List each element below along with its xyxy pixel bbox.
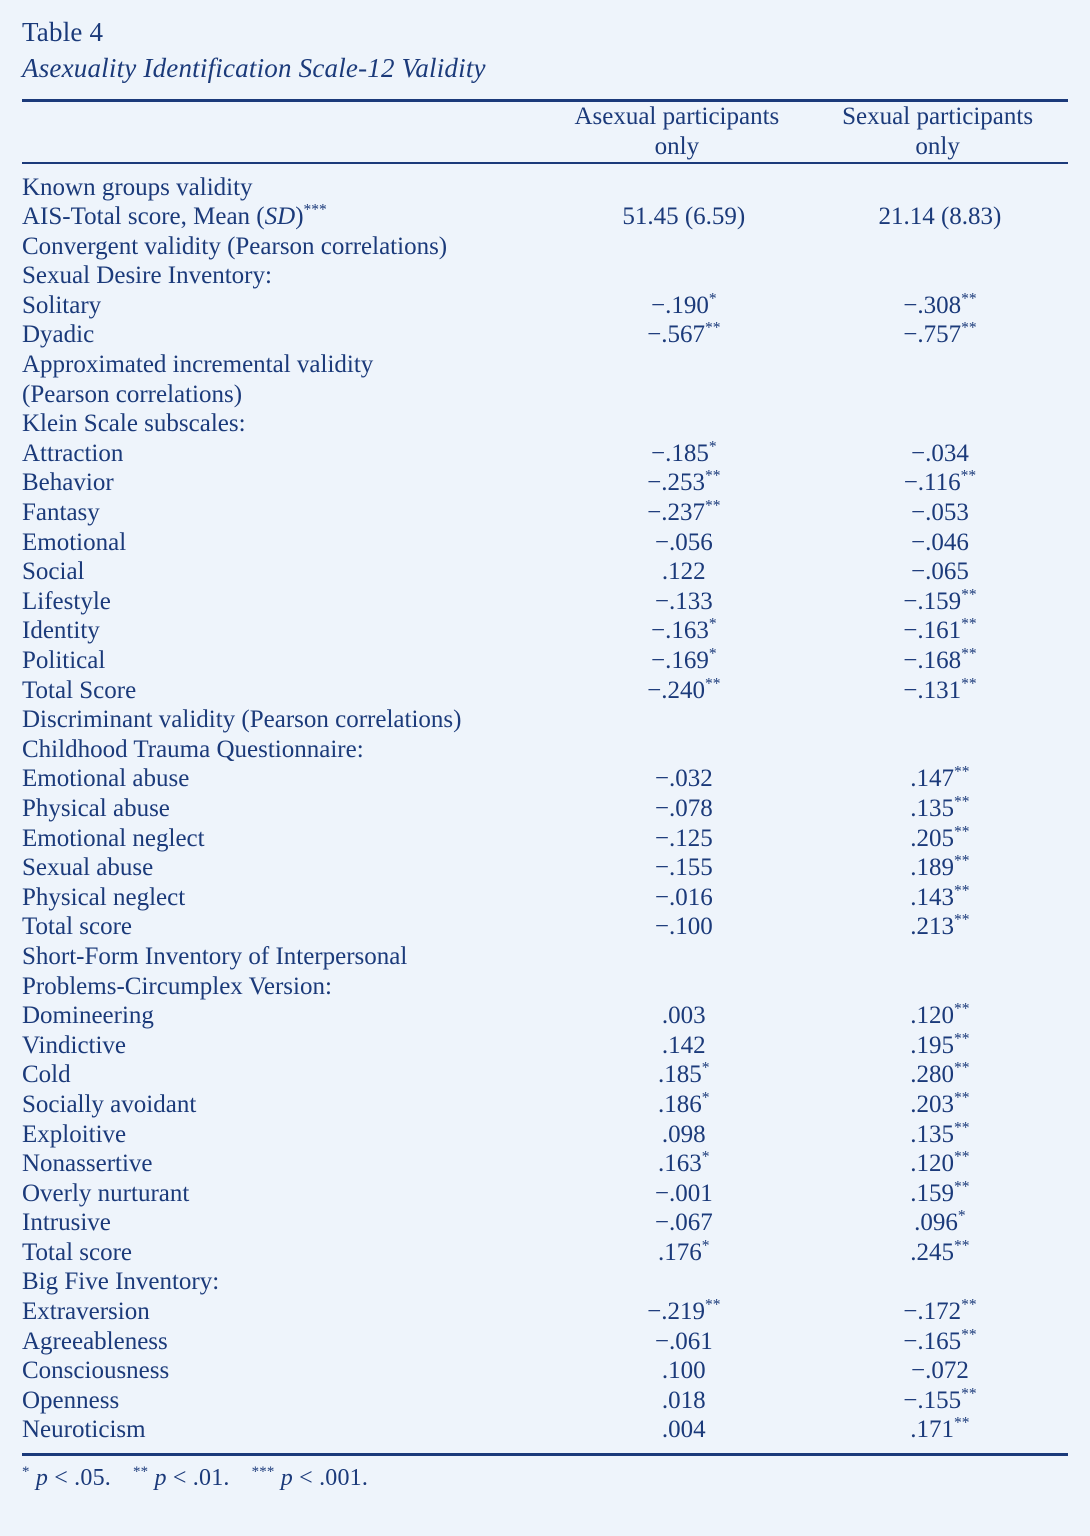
value-asexual: −.567** bbox=[647, 320, 721, 349]
value-sexual: .159** bbox=[910, 1178, 970, 1207]
validity-table-body bbox=[22, 164, 1068, 1446]
table-row bbox=[22, 1208, 1068, 1238]
row-label: Known groups validity bbox=[22, 173, 253, 201]
row-label: Agreeableness bbox=[22, 1327, 168, 1355]
value-asexual: −.032 bbox=[654, 765, 713, 793]
value-sexual bbox=[812, 942, 1068, 972]
value-asexual: −.125 bbox=[654, 824, 713, 852]
table-row bbox=[22, 1149, 1068, 1179]
value-sexual: .280** bbox=[910, 1059, 970, 1089]
table-row bbox=[22, 498, 1068, 528]
value-sexual bbox=[812, 705, 1068, 735]
row-label: Overly nurturant bbox=[22, 1179, 190, 1207]
value-sexual: −.065 bbox=[910, 558, 969, 586]
value-sexual: −.072 bbox=[910, 1357, 969, 1385]
value-asexual bbox=[556, 735, 812, 765]
value-asexual: −.237** bbox=[647, 497, 721, 527]
value-sexual bbox=[812, 1267, 1068, 1297]
table-row bbox=[22, 1356, 1068, 1386]
value-asexual: .176* bbox=[658, 1237, 710, 1266]
value-asexual bbox=[556, 380, 812, 410]
value-sexual: −.034 bbox=[910, 439, 969, 467]
row-label: Sexual Desire Inventory: bbox=[22, 262, 272, 290]
value-sexual: .120** bbox=[910, 1148, 970, 1178]
value-asexual: .122 bbox=[661, 558, 706, 586]
table-row bbox=[22, 1415, 1068, 1445]
value-asexual: −.078 bbox=[654, 794, 713, 822]
table-row bbox=[22, 587, 1068, 617]
table-row bbox=[22, 439, 1068, 469]
row-label: Extraversion bbox=[22, 1298, 150, 1326]
table-footnote: * p < .05. ** p < .01. *** p < .001. bbox=[22, 1464, 369, 1492]
value-asexual: .003 bbox=[661, 1002, 706, 1030]
value-asexual: −.185* bbox=[650, 438, 717, 467]
table-row bbox=[22, 1267, 1068, 1297]
row-label: Physical neglect bbox=[22, 883, 186, 911]
table-body bbox=[22, 164, 1068, 1446]
value-asexual: 51.45 (6.59) bbox=[622, 203, 746, 231]
column-header-row-label bbox=[22, 102, 547, 162]
row-label: Political bbox=[22, 647, 106, 674]
value-asexual: −.219** bbox=[647, 1296, 721, 1326]
row-label: Total Score bbox=[22, 676, 137, 704]
value-sexual bbox=[812, 164, 1068, 203]
value-sexual: .143** bbox=[910, 882, 970, 911]
row-label: Problems-Circumplex Version: bbox=[22, 972, 332, 1000]
value-asexual: −.061 bbox=[654, 1327, 713, 1355]
row-label: Short-Form Inventory of Interpersonal bbox=[22, 942, 408, 970]
row-label: Lifestyle bbox=[22, 587, 111, 615]
table-row bbox=[22, 794, 1068, 824]
value-asexual bbox=[556, 705, 812, 735]
table-row bbox=[22, 164, 1068, 203]
header-row bbox=[22, 102, 1068, 162]
row-label: AIS-Total score, Mean (SD)*** bbox=[22, 201, 327, 231]
column-header-sexual-line1: Sexual participants bbox=[842, 102, 1034, 130]
row-label: Consciousness bbox=[22, 1357, 170, 1385]
value-asexual: .004 bbox=[661, 1416, 706, 1444]
table-row bbox=[22, 972, 1068, 1002]
value-sexual: −.165** bbox=[903, 1326, 977, 1355]
row-label: Nonassertive bbox=[22, 1150, 153, 1178]
table-title: Asexuality Identification Scale-12 Validity bbox=[22, 52, 486, 83]
table-row bbox=[22, 705, 1068, 735]
row-label: Identity bbox=[22, 617, 100, 645]
value-asexual: −.016 bbox=[654, 883, 713, 911]
row-label: Childhood Trauma Questionnaire: bbox=[22, 735, 364, 763]
row-label: Solitary bbox=[22, 291, 102, 319]
row-label: Behavior bbox=[22, 469, 114, 497]
value-asexual: .163* bbox=[658, 1148, 710, 1178]
table-row bbox=[22, 409, 1068, 439]
row-label: Total score bbox=[22, 913, 133, 941]
table-row bbox=[22, 735, 1068, 765]
row-label: Neuroticism bbox=[22, 1416, 146, 1444]
value-sexual: .096* bbox=[914, 1207, 966, 1237]
table-row bbox=[22, 824, 1068, 854]
row-label: Intrusive bbox=[22, 1209, 111, 1237]
value-asexual: −.100 bbox=[654, 913, 713, 941]
value-asexual: −.133 bbox=[654, 587, 713, 615]
value-sexual: −.757** bbox=[903, 320, 977, 349]
value-sexual: −.168** bbox=[903, 645, 977, 674]
value-sexual: .203** bbox=[910, 1089, 970, 1118]
value-asexual: −.253** bbox=[647, 468, 721, 497]
value-sexual bbox=[812, 380, 1068, 410]
table-row bbox=[22, 350, 1068, 380]
row-label: Discriminant validity (Pearson correlations) bbox=[22, 706, 462, 734]
table-row bbox=[22, 616, 1068, 646]
validity-table bbox=[22, 102, 1068, 162]
value-sexual: .189** bbox=[910, 852, 970, 882]
table-row bbox=[22, 557, 1068, 587]
value-sexual: .213** bbox=[910, 912, 970, 941]
row-label: Fantasy bbox=[22, 499, 100, 527]
value-sexual: .120** bbox=[910, 1000, 970, 1030]
value-sexual: −.161** bbox=[903, 616, 977, 645]
value-sexual: −.131** bbox=[903, 675, 977, 704]
column-header-asexual-line2: only bbox=[654, 132, 700, 160]
value-sexual: −.308** bbox=[903, 290, 977, 319]
table-row bbox=[22, 232, 1068, 262]
value-asexual: −.163* bbox=[650, 616, 717, 645]
table-head bbox=[22, 102, 1068, 162]
value-asexual bbox=[556, 164, 812, 203]
value-sexual: .245** bbox=[910, 1237, 970, 1266]
value-asexual bbox=[556, 942, 812, 972]
value-sexual: .135** bbox=[910, 1119, 970, 1148]
table-row bbox=[22, 320, 1068, 350]
value-asexual: .018 bbox=[661, 1386, 706, 1414]
value-sexual: 21.14 (8.83) bbox=[878, 203, 1002, 231]
column-header-sexual bbox=[807, 102, 1068, 162]
row-label: Physical abuse bbox=[22, 794, 170, 822]
row-label: Klein Scale subscales: bbox=[22, 410, 246, 438]
table-row bbox=[22, 202, 1068, 232]
value-asexual: −.001 bbox=[654, 1179, 713, 1207]
value-sexual: −.046 bbox=[910, 528, 969, 556]
row-label: Vindictive bbox=[22, 1031, 127, 1059]
row-label: Sexual abuse bbox=[22, 854, 154, 882]
row-label: Attraction bbox=[22, 439, 124, 467]
table-row bbox=[22, 853, 1068, 883]
value-sexual: .195** bbox=[910, 1030, 970, 1059]
table-row bbox=[22, 1060, 1068, 1090]
value-sexual: −.172** bbox=[903, 1296, 977, 1326]
value-asexual: .142 bbox=[661, 1031, 706, 1059]
value-asexual bbox=[556, 350, 812, 380]
table-row bbox=[22, 1238, 1068, 1268]
table-row bbox=[22, 646, 1068, 676]
table-row bbox=[22, 261, 1068, 291]
value-asexual: −.240** bbox=[647, 675, 721, 704]
row-label: Big Five Inventory: bbox=[22, 1268, 220, 1296]
table-row bbox=[22, 528, 1068, 558]
value-asexual bbox=[556, 409, 812, 439]
table-row bbox=[22, 1386, 1068, 1416]
value-sexual bbox=[812, 232, 1068, 262]
value-sexual: −.053 bbox=[910, 499, 969, 527]
bottom-rule bbox=[22, 1453, 1068, 1456]
row-label: Social bbox=[22, 558, 85, 586]
value-sexual: .135** bbox=[910, 793, 970, 822]
value-sexual bbox=[812, 409, 1068, 439]
value-asexual: .098 bbox=[661, 1120, 706, 1148]
row-label: (Pearson correlations) bbox=[22, 380, 243, 408]
table-row bbox=[22, 1120, 1068, 1150]
table-row bbox=[22, 942, 1068, 972]
value-asexual: −.056 bbox=[654, 528, 713, 556]
row-label: Exploitive bbox=[22, 1120, 127, 1148]
value-asexual: −.155 bbox=[654, 854, 713, 882]
value-sexual: −.155** bbox=[903, 1385, 977, 1414]
row-label: Openness bbox=[22, 1386, 120, 1414]
table-row bbox=[22, 764, 1068, 794]
row-label: Socially avoidant bbox=[22, 1090, 197, 1118]
row-label: Emotional abuse bbox=[22, 765, 190, 793]
table-row bbox=[22, 1297, 1068, 1327]
row-label: Convergent validity (Pearson correlations) bbox=[22, 232, 448, 260]
table-row bbox=[22, 380, 1068, 410]
value-asexual bbox=[556, 261, 812, 291]
value-sexual: .205** bbox=[910, 823, 970, 852]
value-sexual bbox=[812, 972, 1068, 1002]
table-row bbox=[22, 468, 1068, 498]
table-row bbox=[22, 1001, 1068, 1031]
row-label: Dyadic bbox=[22, 321, 95, 349]
row-label: Total score bbox=[22, 1238, 133, 1266]
value-asexual: .185* bbox=[658, 1059, 710, 1089]
table-row bbox=[22, 676, 1068, 706]
row-label: Approximated incremental validity bbox=[22, 351, 374, 379]
value-asexual: .186* bbox=[658, 1089, 710, 1118]
value-asexual bbox=[556, 1267, 812, 1297]
value-sexual bbox=[812, 350, 1068, 380]
table-row bbox=[22, 1179, 1068, 1209]
column-header-asexual bbox=[547, 102, 808, 162]
row-label: Emotional neglect bbox=[22, 824, 205, 852]
table-row bbox=[22, 1031, 1068, 1061]
value-sexual: .171** bbox=[910, 1415, 970, 1444]
value-asexual: −.169* bbox=[650, 645, 717, 674]
table-row bbox=[22, 1327, 1068, 1357]
value-sexual bbox=[812, 735, 1068, 765]
value-asexual bbox=[556, 232, 812, 262]
table-row bbox=[22, 912, 1068, 942]
table-row bbox=[22, 291, 1068, 321]
column-header-asexual-line1: Asexual participants bbox=[574, 102, 780, 130]
row-label: Cold bbox=[22, 1061, 71, 1089]
row-label: Domineering bbox=[22, 1002, 154, 1030]
value-sexual bbox=[812, 261, 1068, 291]
value-asexual: .100 bbox=[661, 1357, 706, 1385]
table-number: Table 4 bbox=[22, 17, 104, 47]
value-asexual: −.190* bbox=[650, 290, 717, 319]
table-row bbox=[22, 1090, 1068, 1120]
value-asexual: −.067 bbox=[654, 1209, 713, 1237]
row-label: Emotional bbox=[22, 528, 127, 556]
value-asexual bbox=[556, 972, 812, 1002]
column-header-sexual-line2: only bbox=[915, 132, 960, 160]
value-sexual: −.116** bbox=[903, 468, 977, 497]
value-sexual: .147** bbox=[910, 764, 970, 793]
table-row bbox=[22, 883, 1068, 913]
value-sexual: −.159** bbox=[903, 586, 977, 615]
